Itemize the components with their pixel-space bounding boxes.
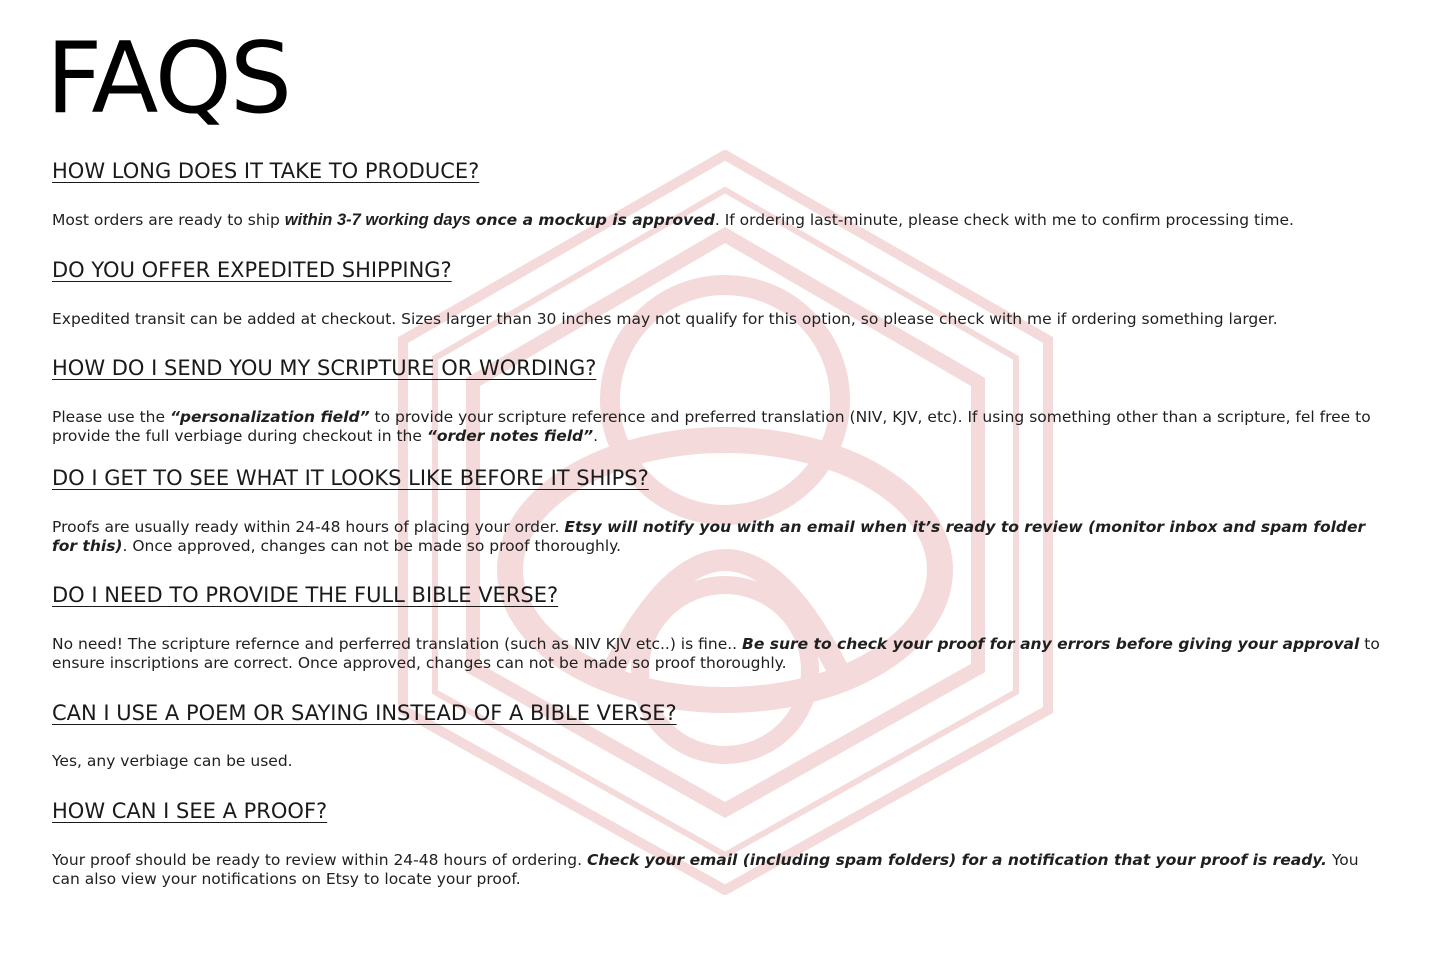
faq-question: HOW DO I SEND YOU MY SCRIPTURE OR WORDING?: [52, 356, 597, 380]
faq-answer: No need! The scripture refernce and perferred translation (such as NIV KJV etc..) is fine.. Be sure to check your proof for any errors before giving your approval to ensure inscriptions are correct. Once approved, changes can not be made so proof thoroughly.: [52, 635, 1380, 672]
faq-answer: Yes, any verbiage can be used.: [52, 752, 293, 770]
faq-question: DO YOU OFFER EXPEDITED SHIPPING?: [52, 258, 452, 282]
page-title: FAQS: [46, 22, 291, 136]
faq-answer: Most orders are ready to ship within 3-7 working days once a mockup is approved. If ordering last-minute, please check with me to confirm processing time.: [52, 211, 1294, 229]
faq-question: HOW CAN I SEE A PROOF?: [52, 799, 328, 823]
faq-answer: Please use the “personalization field” to provide your scripture reference and preferred translation (NIV, KJV, etc). If using something other than a scripture, fel free to provide the full verbiage during checkout in the “order notes field”.: [52, 408, 1371, 445]
faq-question: HOW LONG DOES IT TAKE TO PRODUCE?: [52, 159, 480, 183]
faq-question: CAN I USE A POEM OR SAYING INSTEAD OF A BIBLE VERSE?: [52, 701, 677, 725]
faq-answer: Your proof should be ready to review within 24-48 hours of ordering. Check your email (including spam folders) for a notification that your proof is ready. You can also view your notifications on Etsy to locate your proof.: [52, 851, 1359, 888]
faq-question: DO I NEED TO PROVIDE THE FULL BIBLE VERSE?: [52, 583, 559, 607]
faq-answer: Expedited transit can be added at checkout. Sizes larger than 30 inches may not qualify for this option, so please check with me if ordering something larger.: [52, 310, 1278, 328]
faq-question: DO I GET TO SEE WHAT IT LOOKS LIKE BEFORE IT SHIPS?: [52, 466, 649, 490]
faq-answer: Proofs are usually ready within 24-48 hours of placing your order. Etsy will notify you with an email when it’s ready to review (monitor inbox and spam folder for this). Once approved, changes can not be made so proof thoroughly.: [52, 518, 1366, 555]
